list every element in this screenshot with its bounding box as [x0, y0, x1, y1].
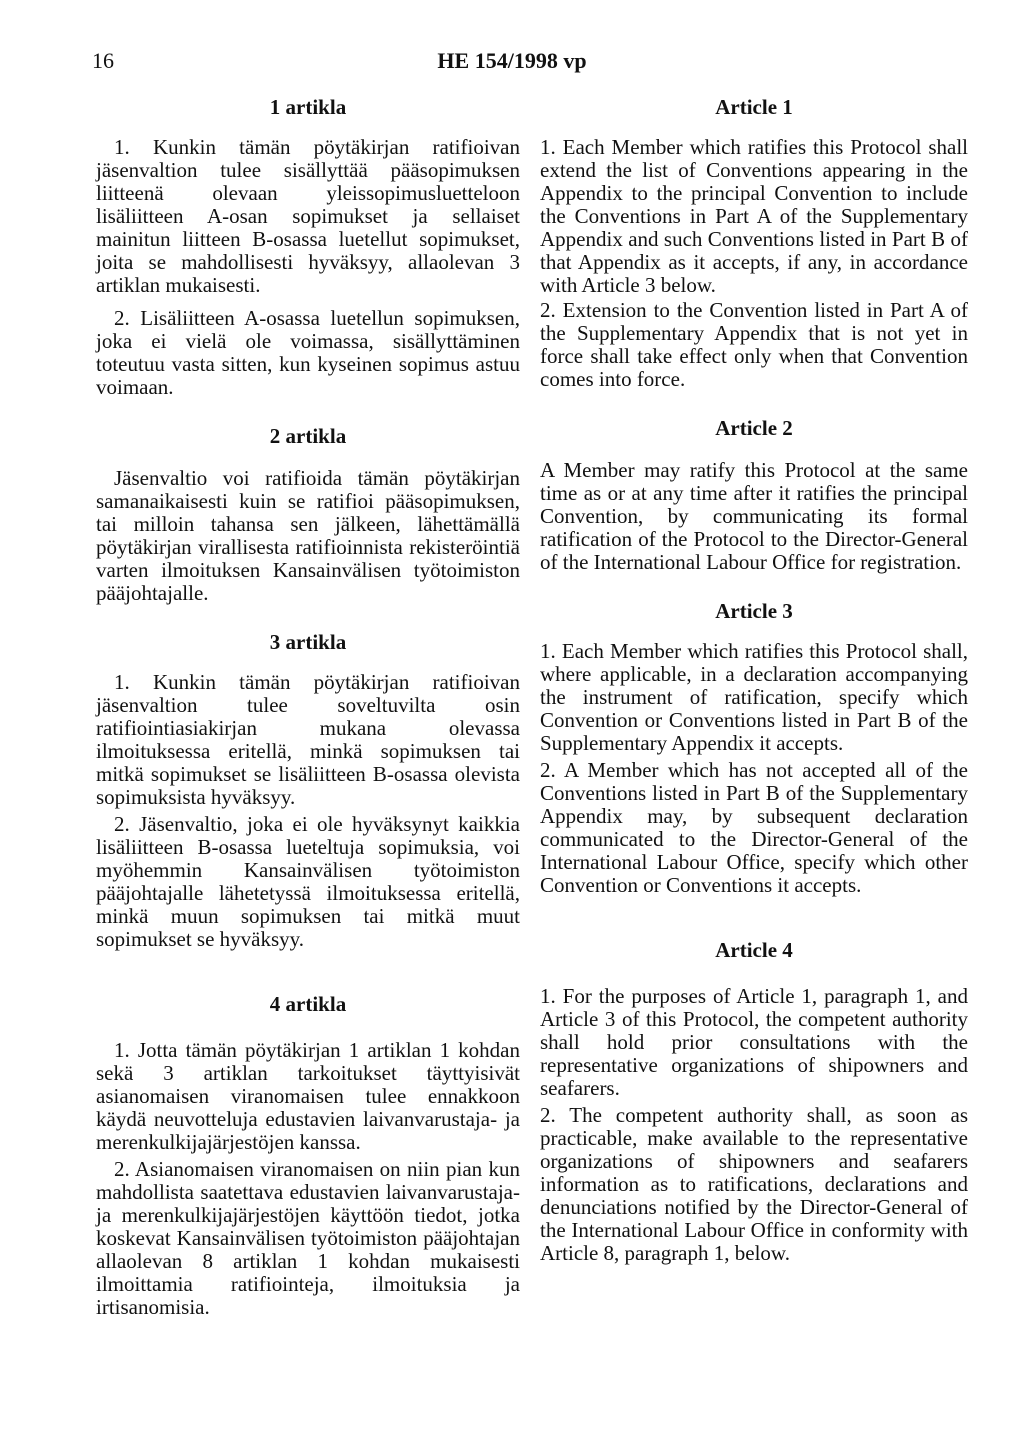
article-1-para-2-en: 2. Extension to the Convention listed in Part A of the Supplementary Appendix that is not yet in force shall take effect only when that Convention comes into force. — [540, 298, 968, 391]
article-2-heading-en: Article 2 — [715, 416, 793, 440]
article-1-para-2-fi: 2. Lisäliitteen A-osassa luetellun sopimuksen, joka ei vielä ole voimassa, sisällyttäminen toteutuu vasta sitten, kun kyseinen sopimus astuu voimaan. — [96, 306, 520, 399]
article-4-para-1-en: 1. For the purposes of Article 1, paragraph 1, and Article 3 of this Protocol, the competent authority shall hold prior consultations with the representative organizations of shipowners and seafarers. — [540, 984, 968, 1100]
article-3-heading-en: Article 3 — [715, 599, 793, 623]
article-3-para-2-en: 2. A Member which has not accepted all of the Conventions listed in Part B of the Supplementary Appendix may, by subsequent declaration communicated to the Director-General of the International Labour Office, specify which other Convention or Conventions it accepts. — [540, 758, 968, 897]
article-4-heading-fi: 4 artikla — [269, 992, 347, 1016]
article-3-para-1-fi: 1. Kunkin tämän pöytäkirjan ratifioivan jäsenvaltion tulee soveltuvilta osin ratifiointiasiakirjan mukana olevassa ilmoituksessa eritellä, minkä sopimuksen tai mitkä sopimukset se lisäliitteen B-osassa olevista sopimuksista hyväksyy. — [96, 670, 520, 809]
page-number: 16 — [92, 48, 114, 73]
article-4-heading-en: Article 4 — [715, 938, 793, 962]
finnish-column — [96, 94, 520, 1319]
article-1-para-1-fi: 1. Kunkin tämän pöytäkirjan ratifioivan jäsenvaltion tulee sisällyttää pääsopimuksen liitteenä olevaan yleissopimusluetteloon lisäliitteen A-osan sopimukset ja sellaiset mainitun liitteen B-osassa luetellut sopimukset, joita se mahdollisesti hyväksyy, allaolevan 3 artiklan mukaisesti. — [96, 135, 520, 297]
article-4-para-2-en: 2. The competent authority shall, as soon as practicable, make available to the representative organizations of shipowners and seafarers information as to ratifications, declarations and denunciations notified by the Director-General of the International Labour Office in conformity with Article 8, paragraph 1, below. — [540, 1103, 968, 1265]
article-1-heading-fi: 1 artikla — [269, 95, 347, 119]
article-3-para-1-en: 1. Each Member which ratifies this Protocol shall, where applicable, in a declaration accompanying the instrument of ratification, specify which Convention or Conventions listed in Part B of the Supplementary Appendix it accepts. — [540, 639, 968, 755]
page-header — [0, 48, 1024, 78]
article-2-heading-fi: 2 artikla — [269, 424, 347, 448]
article-2-para-1-en: A Member may ratify this Protocol at the same time as or at any time after it ratifies the principal Convention, by communicating its formal ratification of the Protocol to the Director-General of the International Labour Office for registration. — [540, 458, 968, 574]
english-column — [540, 94, 968, 1265]
article-1-para-1-en: 1. Each Member which ratifies this Protocol shall extend the list of Conventions appearing in the Appendix to the principal Convention to include the Conventions in Part A of the Supplementary Appendix and such Conventions listed in Part B of that Appendix as it accepts, if any, in accordance with Article 3 below. — [540, 135, 968, 297]
article-4-para-2-fi: 2. Asianomaisen viranomaisen on niin pian kun mahdollista saatettava edustavien laivanvarustaja- ja merenkulkijajärjestöjen käyttöön tiedot, jotka koskevat Kansainvälisen työtoimiston pääjohtajan allaolevan 8 artiklan 1 kohdan mukaisesti ilmoittamia ratifiointeja, ilmoituksia ja irtisanomisia. — [96, 1157, 520, 1319]
article-2-para-1-fi: Jäsenvaltio voi ratifioida tämän pöytäkirjan samanaikaisesti kuin se ratifioi pääsopimuksen, tai milloin tahansa sen jälkeen, lähettämällä pöytäkirjan virallisesta ratifioinnista rekisteröintiä varten ilmoituksen Kansainvälisen työtoimiston pääjohtajalle. — [96, 466, 520, 605]
article-3-para-2-fi: 2. Jäsenvaltio, joka ei ole hyväksynyt kaikkia lisäliitteen B-osassa lueteltuja sopimuksia, voi myöhemmin Kansainvälisen työtoimiston pääjohtajalle lähetetyssä ilmoituksessa eritellä, minkä muun sopimuksen tai mitkä muut sopimukset se hyväksyy. — [96, 812, 520, 951]
article-3-heading-fi: 3 artikla — [269, 630, 347, 654]
article-1-heading-en: Article 1 — [715, 95, 793, 119]
article-4-para-1-fi: 1. Jotta tämän pöytäkirjan 1 artiklan 1 kohdan sekä 3 artiklan tarkoitukset täyttyisivät asianomaisen viranomaisen tulee ennakkoon käydä neuvotteluja edustavien laivanvarustaja- ja merenkulkijajärjestöjen kanssa. — [96, 1038, 520, 1154]
document-id: HE 154/1998 vp — [437, 48, 587, 73]
